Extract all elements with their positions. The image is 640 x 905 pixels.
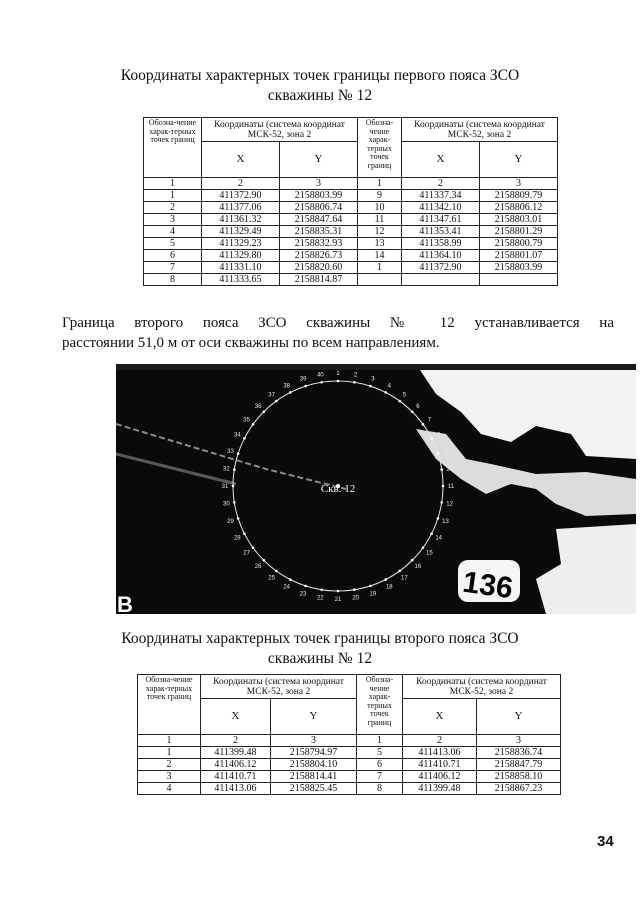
- circle-point-label: 8: [437, 432, 441, 439]
- map-corner-letter: В: [117, 592, 133, 614]
- circle-point-label: 29: [227, 518, 234, 525]
- circle-point-marker: [304, 585, 307, 588]
- circle-point-label: 6: [416, 404, 420, 411]
- circle-point-marker: [422, 423, 425, 426]
- table-cell: 2158825.45: [271, 783, 357, 795]
- circle-point-marker: [233, 501, 236, 504]
- circle-point-marker: [398, 570, 401, 573]
- circle-point-marker: [320, 381, 323, 384]
- table-cell: 2158803.99: [480, 262, 558, 274]
- table-cell: 411410.71: [201, 771, 271, 783]
- circle-point-marker: [304, 385, 307, 388]
- circle-point-marker: [263, 411, 266, 414]
- circle-point-label: 12: [446, 501, 453, 508]
- table-cell: 4: [138, 783, 201, 795]
- circle-point-label: 20: [352, 595, 360, 602]
- circle-point-marker: [369, 585, 372, 588]
- section2-title-line1: Координаты характерных точек границы второго пояса ЗСО: [121, 630, 519, 647]
- table1-header-x-right: X: [402, 142, 480, 178]
- table-cell: 5: [144, 238, 202, 250]
- table-cell: 12: [358, 226, 402, 238]
- table-cell: 2: [403, 735, 477, 747]
- circle-point-marker: [243, 532, 246, 535]
- circle-point-label: 26: [254, 563, 262, 570]
- circle-point-marker: [442, 485, 445, 488]
- table-cell: 7: [357, 771, 403, 783]
- table-cell: 411353.41: [402, 226, 480, 238]
- table-row: [144, 274, 558, 286]
- map-top-strip: [116, 364, 636, 370]
- table1-header-y-right: Y: [480, 142, 558, 178]
- circle-point-marker: [384, 578, 387, 581]
- circle-point-marker: [398, 400, 401, 403]
- table-cell: 411406.12: [201, 759, 271, 771]
- table-cell: 411413.06: [201, 783, 271, 795]
- table2-header-y-left: Y: [271, 699, 357, 735]
- table2-header-point-left: Обозна-чение харак-терных точек границ: [138, 675, 201, 735]
- table-cell: 411372.90: [202, 190, 280, 202]
- circle-point-label: 32: [223, 466, 230, 473]
- table-cell: 2158820.60: [280, 262, 358, 274]
- table-cell: 2158847.79: [477, 759, 561, 771]
- table-cell: [480, 274, 558, 286]
- table-cell: 2158806.12: [480, 202, 558, 214]
- table-index-row: [138, 735, 561, 747]
- circle-point-label: 36: [254, 404, 262, 411]
- table-cell: 2158803.99: [280, 190, 358, 202]
- circle-point-label: 18: [385, 584, 393, 591]
- circle-point-marker: [437, 452, 440, 455]
- circle-point-marker: [289, 391, 292, 394]
- table-cell: 5: [357, 747, 403, 759]
- circle-point-marker: [422, 546, 425, 549]
- circle-point-marker: [411, 411, 414, 414]
- circle-point-marker: [232, 485, 235, 488]
- table-cell: 411413.06: [403, 747, 477, 759]
- circle-point-label: 16: [414, 563, 422, 570]
- table-cell: 411329.23: [202, 238, 280, 250]
- circle-point-marker: [237, 517, 240, 520]
- circle-point-marker: [289, 578, 292, 581]
- circle-point-marker: [411, 559, 414, 562]
- circle-point-label: 33: [227, 449, 234, 456]
- circle-point-label: 2: [354, 372, 358, 379]
- table-cell: 411361.32: [202, 214, 280, 226]
- zone2-map: [116, 364, 636, 614]
- circle-point-marker: [233, 468, 236, 471]
- circle-point-label: 34: [233, 432, 241, 439]
- circle-point-label: 9: [443, 449, 448, 456]
- table-cell: 1: [358, 178, 402, 190]
- circle-point-marker: [337, 590, 340, 593]
- circle-point-label: 25: [268, 575, 275, 582]
- table2-header-y-right: Y: [477, 699, 561, 735]
- table-cell: 2158814.41: [271, 771, 357, 783]
- table-cell: 1: [144, 178, 202, 190]
- circle-point-marker: [337, 380, 340, 383]
- table-cell: 2158814.87: [280, 274, 358, 286]
- table1-body: [144, 178, 558, 286]
- table1-header-point-right: Обозна-чение харак-терных точек границ: [358, 118, 402, 178]
- table-cell: 411358.99: [402, 238, 480, 250]
- section1-title: [0, 66, 640, 106]
- table-cell: 2: [202, 178, 280, 190]
- circle-point-label: 19: [369, 591, 377, 598]
- circle-point-label: 24: [283, 584, 291, 591]
- table-row: [138, 747, 561, 759]
- circle-point-marker: [263, 559, 266, 562]
- table-cell: 2158804.10: [271, 759, 357, 771]
- circle-point-marker: [243, 437, 246, 440]
- table2-header-system-right: Координаты (система координат МСК-52, зона 2: [403, 675, 561, 699]
- zone2-paragraph: [62, 313, 614, 353]
- table-cell: 2158803.01: [480, 214, 558, 226]
- table-cell: 3: [271, 735, 357, 747]
- zone2-paragraph-line2: расстоянии 51,0 м от оси скважины по всем направлениям.: [62, 335, 440, 351]
- table-cell: 6: [144, 250, 202, 262]
- table-cell: 2158800.79: [480, 238, 558, 250]
- circle-point-marker: [430, 437, 433, 440]
- table-cell: [402, 274, 480, 286]
- circle-point-label: 10: [446, 466, 453, 473]
- table-cell: 2158801.29: [480, 226, 558, 238]
- table-cell: 3: [144, 214, 202, 226]
- table-cell: 3: [280, 178, 358, 190]
- table1-header-x-left: X: [202, 142, 280, 178]
- table-row: [144, 190, 558, 202]
- table-row: [144, 226, 558, 238]
- table-cell: [358, 274, 402, 286]
- circle-point-marker: [252, 546, 255, 549]
- table1-header-system-left: Координаты (система координат МСК-52, зона 2: [202, 118, 358, 142]
- table-cell: 2158809.79: [480, 190, 558, 202]
- circle-point-marker: [252, 423, 255, 426]
- table-cell: 2158794.97: [271, 747, 357, 759]
- table-cell: 411406.12: [403, 771, 477, 783]
- circle-point-label: 7: [427, 417, 432, 424]
- circle-point-label: 38: [283, 383, 291, 390]
- table-cell: 411347.61: [402, 214, 480, 226]
- page-number: 34: [597, 833, 614, 850]
- table-row: [138, 783, 561, 795]
- circle-point-marker: [437, 517, 440, 520]
- circle-point-label: 40: [316, 372, 324, 379]
- table-cell: 3: [480, 178, 558, 190]
- table-cell: 411372.90: [402, 262, 480, 274]
- circle-point-label: 27: [243, 550, 250, 557]
- table-cell: 9: [358, 190, 402, 202]
- circle-point-marker: [430, 532, 433, 535]
- circle-point-label: 39: [299, 376, 307, 383]
- table-row: [144, 238, 558, 250]
- table-cell: 14: [358, 250, 402, 262]
- table-cell: 2158836.74: [477, 747, 561, 759]
- circle-point-marker: [353, 381, 356, 384]
- table-cell: 1: [144, 190, 202, 202]
- circle-point-label: 22: [316, 595, 324, 602]
- table-cell: 6: [357, 759, 403, 771]
- circle-point-label: 1: [336, 371, 340, 377]
- section2-title-line2: скважины № 12: [267, 650, 373, 667]
- circle-point-marker: [237, 452, 240, 455]
- circle-point-label: 11: [447, 484, 455, 490]
- circle-point-label: 35: [243, 417, 250, 424]
- circle-point-marker: [275, 570, 278, 573]
- circle-point-marker: [384, 391, 387, 394]
- table-cell: 1: [138, 735, 201, 747]
- table1-header-point-left: Обозна-чение харак-терных точек границ: [144, 118, 202, 178]
- table2-header-x-right: X: [403, 699, 477, 735]
- table-cell: 2158801.07: [480, 250, 558, 262]
- table-cell: 2158806.74: [280, 202, 358, 214]
- table-cell: 8: [144, 274, 202, 286]
- table-row: [144, 250, 558, 262]
- table-cell: 411399.48: [201, 747, 271, 759]
- table-cell: 1: [138, 747, 201, 759]
- table1-header-system-right: Координаты (система координат МСК-52, зона 2: [402, 118, 558, 142]
- table-row: [138, 771, 561, 783]
- table-row: [138, 759, 561, 771]
- table1: [143, 117, 558, 286]
- section1-title-line1: Координаты характерных точек границы первого пояса ЗСО: [120, 67, 520, 84]
- zone2-paragraph-line1: Граница второго пояса ЗСО скважины № 12 устанавливается на: [62, 315, 614, 331]
- circle-point-marker: [440, 501, 443, 504]
- table-cell: 8: [357, 783, 403, 795]
- table-cell: 1: [357, 735, 403, 747]
- circle-point-label: 23: [299, 591, 307, 598]
- table-cell: 2: [201, 735, 271, 747]
- table-row: [144, 214, 558, 226]
- table-cell: 3: [477, 735, 561, 747]
- circle-point-label: 3: [371, 376, 375, 383]
- table-cell: 411337.34: [402, 190, 480, 202]
- table-cell: 4: [144, 226, 202, 238]
- table-cell: 411329.80: [202, 250, 280, 262]
- well-label: Скв. 12: [320, 483, 356, 495]
- circle-point-label: 37: [268, 392, 275, 399]
- circle-point-label: 31: [221, 484, 229, 490]
- table-cell: 2: [138, 759, 201, 771]
- table-cell: 2158835.31: [280, 226, 358, 238]
- table-cell: 411329.49: [202, 226, 280, 238]
- table-cell: 2: [402, 178, 480, 190]
- circle-point-label: 15: [426, 550, 433, 557]
- table-cell: 10: [358, 202, 402, 214]
- table-index-row: [144, 178, 558, 190]
- circle-point-label: 17: [401, 575, 408, 582]
- table-cell: 3: [138, 771, 201, 783]
- section2-title: [0, 629, 640, 669]
- table2-header-x-left: X: [201, 699, 271, 735]
- table-cell: 411399.48: [403, 783, 477, 795]
- table-cell: 2158832.93: [280, 238, 358, 250]
- table-row: [144, 262, 558, 274]
- table2: [137, 674, 561, 795]
- house-number: 136: [460, 565, 515, 606]
- circle-point-label: 13: [442, 518, 449, 525]
- table2-header-point-right: Обозна-чение харак-терных точек границ: [357, 675, 403, 735]
- table-cell: 11: [358, 214, 402, 226]
- table-cell: 411410.71: [403, 759, 477, 771]
- circle-point-label: 30: [223, 501, 230, 508]
- circle-point-label: 14: [435, 535, 443, 542]
- table2-header-system-left: Координаты (система координат МСК-52, зона 2: [201, 675, 357, 699]
- table2-body: [138, 735, 561, 795]
- table-cell: 2158847.64: [280, 214, 358, 226]
- table-cell: 411342.10: [402, 202, 480, 214]
- circle-point-label: 5: [402, 392, 407, 399]
- table-cell: 411333.65: [202, 274, 280, 286]
- circle-point-marker: [369, 385, 372, 388]
- circle-point-marker: [353, 588, 356, 591]
- table-cell: 2158826.73: [280, 250, 358, 262]
- circle-point-marker: [275, 400, 278, 403]
- table-cell: 13: [358, 238, 402, 250]
- table-cell: 2158858.10: [477, 771, 561, 783]
- table1-header-y-left: Y: [280, 142, 358, 178]
- circle-point-marker: [320, 588, 323, 591]
- circle-point-label: 21: [334, 597, 342, 603]
- table-cell: 411377.06: [202, 202, 280, 214]
- table-row: [144, 202, 558, 214]
- table-cell: 411364.10: [402, 250, 480, 262]
- table-cell: 2: [144, 202, 202, 214]
- table-cell: 1: [358, 262, 402, 274]
- table-cell: 411331.10: [202, 262, 280, 274]
- circle-point-marker: [440, 468, 443, 471]
- circle-point-label: 28: [233, 535, 241, 542]
- table-cell: 2158867.23: [477, 783, 561, 795]
- circle-point-label: 4: [387, 383, 391, 390]
- section1-title-line2: скважины № 12: [267, 87, 373, 104]
- table-cell: 7: [144, 262, 202, 274]
